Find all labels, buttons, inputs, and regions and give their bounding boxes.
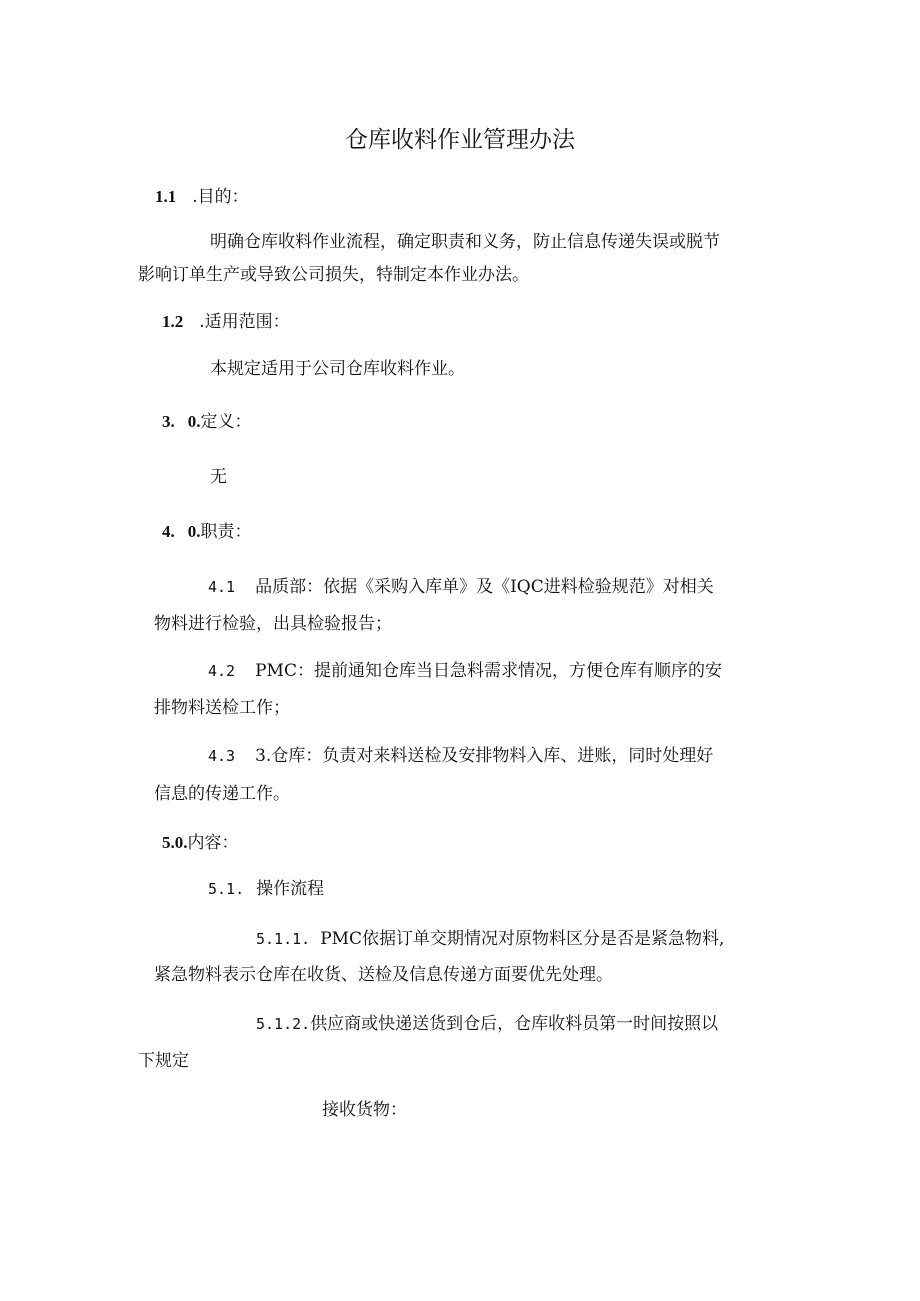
section-number: 1.1 — [155, 187, 177, 206]
step-text: 供应商或快递送货到仓后，仓库收料员第一时间按照以 — [310, 1014, 719, 1034]
section-scope-heading — [162, 311, 290, 333]
section-title: 定义： — [200, 412, 252, 432]
duty-item-number: 4.1 — [208, 578, 236, 596]
duty-item-text: PMC：提前通知仓库当日急料需求情况，方便仓库有顺序的安 — [255, 661, 722, 681]
step-line-1 — [256, 928, 724, 950]
section-duties-heading — [162, 521, 252, 543]
section-number: 5.0. — [162, 833, 188, 852]
step-line-2: 下规定 — [138, 1051, 189, 1071]
duty-item-line-1 — [208, 660, 722, 682]
section-number: 3. — [162, 412, 175, 431]
purpose-text-line-1: 明确仓库收料作业流程，确定职责和义务，防止信息传递失误或脱节 — [210, 232, 720, 252]
subsection-heading — [208, 878, 324, 900]
scope-text: 本规定适用于公司仓库收料作业。 — [210, 359, 465, 379]
section-number: 4. — [162, 522, 175, 541]
section-subnumber: 0. — [187, 522, 201, 541]
duty-item-line-2: 信息的传递工作。 — [154, 784, 290, 804]
duty-item-text: 品质部：依据《采购入库单》及《IQC进料检验规范》对相关 — [255, 577, 714, 597]
section-number: 1.2 — [162, 312, 184, 331]
duty-item-line-1 — [208, 745, 713, 767]
duty-item-number: 4.3 — [208, 747, 236, 765]
section-content-heading — [162, 832, 239, 854]
section-purpose-heading — [155, 186, 249, 208]
duty-item-number: 4.2 — [208, 662, 236, 680]
section-title: .目的： — [192, 187, 249, 207]
step-number: 5.1.1. — [256, 930, 311, 948]
duty-item-text: 3.仓库：负责对来料送检及安排物料入库、进账，同时处理好 — [255, 746, 714, 766]
step-line-1 — [256, 1013, 718, 1035]
section-title: 职责： — [200, 522, 252, 542]
step-text: PMC依据订单交期情况对原物料区分是否是紧急物料, — [320, 929, 725, 949]
step-number: 5.1.2. — [256, 1015, 311, 1033]
subsection-title: 操作流程 — [256, 879, 325, 899]
subsection-number: 5.1. — [208, 880, 245, 898]
section-subnumber: 0. — [187, 412, 201, 431]
purpose-text-line-2: 影响订单生产或导致公司损失，特制定本作业办法。 — [138, 265, 529, 285]
receive-goods-label: 接收货物： — [322, 1100, 407, 1120]
section-title: 内容： — [187, 833, 239, 853]
document-title: 仓库收料作业管理办法 — [345, 127, 575, 153]
section-title: .适用范围： — [199, 312, 290, 332]
duty-item-line-2: 排物料送检工作； — [154, 698, 290, 718]
duty-item-line-1 — [208, 576, 714, 598]
section-definition-heading — [162, 411, 252, 433]
duty-item-line-2: 物料进行检验，出具检验报告； — [154, 614, 392, 634]
definition-text: 无 — [210, 467, 227, 487]
step-line-2: 紧急物料表示仓库在收货、送检及信息传递方面要优先处理。 — [154, 965, 613, 985]
